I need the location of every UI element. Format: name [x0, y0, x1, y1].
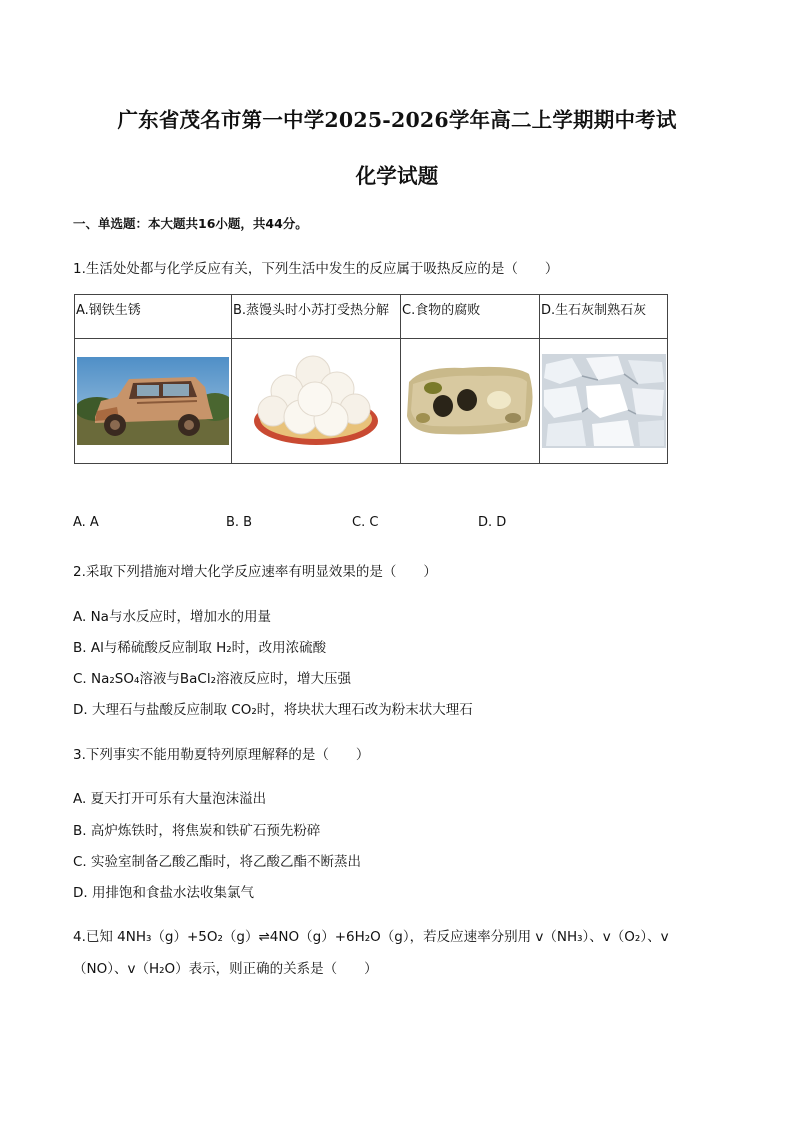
question-3-stem: 3.下列事实不能用勒夏特列原理解释的是（ ） [73, 747, 370, 763]
q2-option-d[interactable]: D. 大理石与盐酸反应制取 CO₂时，将块状大理石改为粉末状大理石 [73, 702, 473, 718]
question-4-stem: 4.已知 4NH₃（g）+5O₂（g）⇌4NO（g）+6H₂O（g），若反应速率分别用 v（NH₃）、v（O₂）、v [73, 929, 669, 945]
question-1-table [74, 294, 668, 464]
q3-option-d[interactable]: D. 用排饱和食盐水法收集氯气 [73, 885, 254, 901]
cell-d-label: D.生石灰制熟石灰 [540, 295, 668, 339]
quicklime-image [542, 354, 666, 448]
cell-a-image [75, 339, 232, 464]
exam-title: 广东省茂名市第一中学2025-2026学年高二上学期期中考试 [117, 108, 677, 132]
cell-b-label: B.蒸馒头时小苏打受热分解 [232, 295, 401, 339]
steamed-buns-image [251, 351, 381, 451]
exam-subject: 化学试题 [355, 164, 439, 188]
moldy-bread-image [403, 360, 537, 442]
q1-option-b[interactable]: B. B [226, 515, 253, 530]
q1-option-a[interactable]: A. A [73, 515, 99, 530]
cell-c-image [401, 339, 540, 464]
rusty-car-image [77, 357, 229, 445]
section-heading: 一、单选题：本大题共16小题，共44分。 [73, 216, 308, 231]
q1-option-d[interactable]: D. D [478, 515, 507, 530]
q1-option-c[interactable]: C. C [352, 515, 379, 530]
cell-b-image [232, 339, 401, 464]
question-1-stem: 1.生活处处都与化学反应有关，下列生活中发生的反应属于吸热反应的是（ ） [73, 261, 559, 277]
question-2-stem: 2.采取下列措施对增大化学反应速率有明显效果的是（ ） [73, 564, 437, 580]
q2-option-c[interactable]: C. Na₂SO₄溶液与BaCl₂溶液反应时，增大压强 [73, 671, 352, 687]
q3-option-c[interactable]: C. 实验室制备乙酸乙酯时，将乙酸乙酯不断蒸出 [73, 854, 362, 870]
cell-c-label: C.食物的腐败 [401, 295, 540, 339]
q2-option-a[interactable]: A. Na与水反应时，增加水的用量 [73, 609, 271, 625]
q2-option-b[interactable]: B. Al与稀硫酸反应制取 H₂时，改用浓硫酸 [73, 640, 327, 656]
cell-d-image [540, 339, 668, 464]
cell-a-label: A.钢铁生锈 [75, 295, 232, 339]
q3-option-a[interactable]: A. 夏天打开可乐有大量泡沫溢出 [73, 791, 267, 807]
question-4-stem-continued: （NO）、v（H₂O）表示，则正确的关系是（ ） [73, 961, 378, 977]
q3-option-b[interactable]: B. 高炉炼铁时，将焦炭和铁矿石预先粉碎 [73, 823, 321, 839]
